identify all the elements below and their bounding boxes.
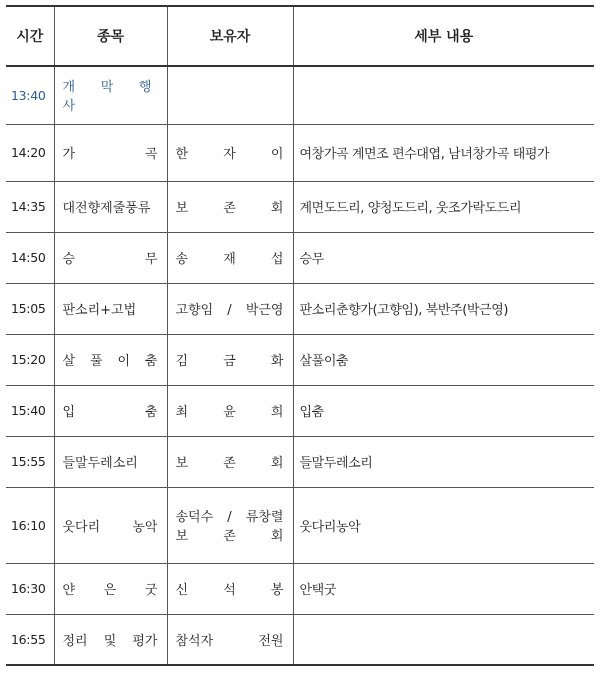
row-item: 승 무 xyxy=(62,252,158,267)
row-detail xyxy=(293,66,594,124)
row-item-cell xyxy=(54,283,167,334)
row-item-cell xyxy=(54,385,167,436)
row-time: 14:35 xyxy=(6,181,54,232)
row-holder-cell xyxy=(167,181,293,232)
table-header xyxy=(6,6,594,66)
row-holder: 신 석 봉 xyxy=(175,583,284,598)
row-holder-cell xyxy=(167,124,293,181)
row-holder: 고향임 / 박근영 xyxy=(175,303,284,318)
row-holder-cell xyxy=(167,66,293,124)
row-holder-cell xyxy=(167,385,293,436)
row-item: 정리 및 평가 xyxy=(62,633,158,649)
row-holder-cell xyxy=(167,334,293,385)
schedule-table-wrapper xyxy=(6,5,594,666)
row-detail xyxy=(293,614,594,665)
row-time: 15:55 xyxy=(6,436,54,487)
row-time: 15:40 xyxy=(6,385,54,436)
row-time: 16:10 xyxy=(6,487,54,563)
row-holder: 최 윤 희 xyxy=(175,405,284,420)
row-detail: 계면도드리, 양청도드리, 웃조가락도드리 xyxy=(293,181,594,232)
row-item-cell xyxy=(54,181,167,232)
row-holder-cell xyxy=(167,487,293,563)
row-item: 입 춤 xyxy=(62,405,158,420)
row-detail: 웃다리농악 xyxy=(293,487,594,563)
row-item-cell xyxy=(54,614,167,665)
row-time: 15:05 xyxy=(6,283,54,334)
row-time: 16:55 xyxy=(6,614,54,665)
row-detail: 살풀이춤 xyxy=(293,334,594,385)
schedule-table xyxy=(6,5,594,666)
row-item: 살 풀 이 춤 xyxy=(62,354,158,369)
row-holder-secondary: 보 존 회 xyxy=(175,529,284,544)
row-holder: 참석자 전원 xyxy=(175,633,284,649)
row-detail: 안택굿 xyxy=(293,563,594,614)
row-item-cell xyxy=(54,487,167,563)
row-item: 대전향제줄풍류 xyxy=(62,201,151,216)
row-detail: 여창가곡 계면조 편수대엽, 남녀창가곡 태평가 xyxy=(293,124,594,181)
row-item-cell xyxy=(54,66,167,124)
header-holder: 보유자 xyxy=(167,6,293,66)
row-detail: 들말두레소리 xyxy=(293,436,594,487)
row-item-cell xyxy=(54,436,167,487)
table-row xyxy=(6,563,594,614)
table-row xyxy=(6,283,594,334)
row-holder-cell xyxy=(167,436,293,487)
row-holder: 한 자 이 xyxy=(175,147,284,162)
row-holder: 김 금 화 xyxy=(175,354,284,369)
row-holder: 보 존 회 xyxy=(175,201,284,216)
row-holder-cell xyxy=(167,563,293,614)
row-detail: 판소리춘향가(고향임), 북반주(박근영) xyxy=(293,283,594,334)
table-row xyxy=(6,181,594,232)
table-body xyxy=(6,66,594,665)
row-item: 가 곡 xyxy=(62,147,158,162)
row-detail: 승무 xyxy=(293,232,594,283)
row-item-cell xyxy=(54,124,167,181)
row-item: 웃다리 농악 xyxy=(62,519,158,535)
row-item: 판소리+고법 xyxy=(62,303,137,318)
table-row xyxy=(6,614,594,665)
row-item: 들말두레소리 xyxy=(62,456,138,471)
row-holder: 송 재 섭 xyxy=(175,252,284,267)
row-item-cell xyxy=(54,232,167,283)
row-item-cell xyxy=(54,563,167,614)
row-item: 얀 은 굿 xyxy=(62,583,158,598)
row-time: 15:20 xyxy=(6,334,54,385)
header-detail: 세부 내용 xyxy=(293,6,594,66)
table-row xyxy=(6,487,594,563)
row-time: 16:30 xyxy=(6,563,54,614)
row-holder: 송덕수 / 류창렬 xyxy=(175,510,284,525)
row-detail: 입춤 xyxy=(293,385,594,436)
table-row xyxy=(6,124,594,181)
row-item-cell xyxy=(54,334,167,385)
header-row xyxy=(6,6,594,66)
table-row xyxy=(6,436,594,487)
table-row xyxy=(6,66,594,124)
row-holder: 보 존 회 xyxy=(175,456,284,471)
row-holder-cell xyxy=(167,232,293,283)
row-time: 14:50 xyxy=(6,232,54,283)
row-holder-cell xyxy=(167,614,293,665)
header-time: 시간 xyxy=(6,6,54,66)
header-item: 종목 xyxy=(54,6,167,66)
table-row xyxy=(6,385,594,436)
table-row xyxy=(6,232,594,283)
row-time: 14:20 xyxy=(6,124,54,181)
row-item: 개 막 행 사 xyxy=(62,80,158,115)
row-holder-cell xyxy=(167,283,293,334)
row-time: 13:40 xyxy=(6,66,54,124)
table-row xyxy=(6,334,594,385)
